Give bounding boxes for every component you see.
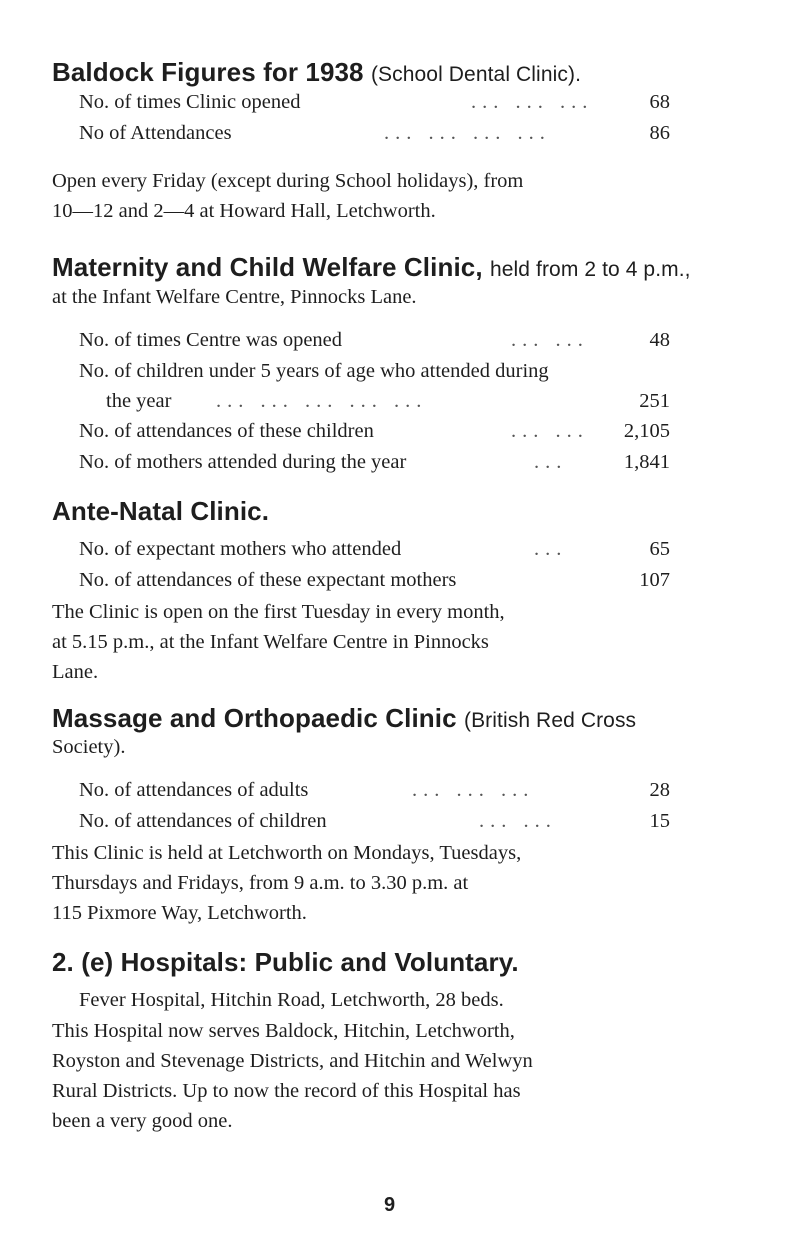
antenatal-para-line-2: at 5.15 p.m., at the Infant Welfare Centre in Pinnocks xyxy=(52,631,489,653)
massage-title: Massage and Orthopaedic Clinic xyxy=(52,703,457,733)
antenatal-para-line-3: Lane. xyxy=(52,661,99,683)
row-value: 86 xyxy=(649,122,670,144)
dental-row-attendances xyxy=(79,118,670,148)
row-label: the year xyxy=(106,390,172,412)
hospitals-fever-line: Fever Hospital, Hitchin Road, Letchworth, 28 beds. xyxy=(79,989,504,1011)
row-label: No. of mothers attended during the year xyxy=(79,451,407,473)
row-label: No. of attendances of these expectant mothers xyxy=(79,569,457,591)
row-label: No. of attendances of adults xyxy=(79,779,309,801)
row-label: No. of times Clinic opened xyxy=(79,91,301,113)
maternity-row-centre-opened xyxy=(79,325,670,355)
massage-heading xyxy=(52,703,636,734)
row-value: 15 xyxy=(649,810,670,832)
row-value: 68 xyxy=(649,91,670,113)
hospitals-heading xyxy=(52,947,519,978)
hospitals-para-line-3: Rural Districts. Up to now the record of this Hospital has xyxy=(52,1080,521,1102)
row-label: No. of attendances of these children xyxy=(79,420,374,442)
row-value: 2,105 xyxy=(623,420,670,442)
dental-row-clinic-opened xyxy=(79,87,670,117)
leader-dots: ... ... ... ... ... xyxy=(216,390,428,412)
page-number: 9 xyxy=(384,1194,396,1216)
massage-row-children xyxy=(79,806,670,836)
antenatal-row-mothers xyxy=(79,534,670,564)
row-label: No. of expectant mothers who attended xyxy=(79,538,402,560)
hospitals-title: 2. (e) Hospitals: Public and Voluntary. xyxy=(52,947,519,977)
hospitals-para-line-1: This Hospital now serves Baldock, Hitchin, Letchworth, xyxy=(52,1020,515,1042)
maternity-row-mothers xyxy=(79,447,670,477)
dental-hours-line-2: 10—12 and 2—4 at Howard Hall, Letchworth. xyxy=(52,200,436,222)
row-value: 1,841 xyxy=(623,451,670,473)
row-label: No of Attendances xyxy=(79,122,232,144)
dental-subtitle: (School Dental Clinic). xyxy=(370,63,581,86)
row-label: No. of attendances of children xyxy=(79,810,327,832)
massage-para-line-3: 115 Pixmore Way, Letchworth. xyxy=(52,902,307,924)
leader-dots: ... ... ... xyxy=(471,91,594,113)
dental-hours-line-1: Open every Friday (except during School holidays), from xyxy=(52,170,524,192)
row-value: 28 xyxy=(649,779,670,801)
maternity-row-children xyxy=(106,386,670,416)
antenatal-para-line-1: The Clinic is open on the first Tuesday in every month, xyxy=(52,601,505,623)
antenatal-row-attendances xyxy=(79,565,670,595)
antenatal-heading xyxy=(52,496,269,527)
row-value: 107 xyxy=(639,569,670,591)
maternity-heading xyxy=(52,252,691,283)
maternity-title-rest: held from 2 to 4 p.m., xyxy=(489,258,691,281)
leader-dots: ... ... ... ... xyxy=(384,122,551,144)
massage-title-rest: (British Red Cross xyxy=(463,709,637,732)
hospitals-para-line-4: been a very good one. xyxy=(52,1110,233,1132)
massage-title-line-2: Society). xyxy=(52,736,126,758)
leader-dots: ... xyxy=(534,538,568,560)
row-value: 48 xyxy=(649,329,670,351)
massage-para-line-1: This Clinic is held at Letchworth on Mondays, Tuesdays, xyxy=(52,842,522,864)
massage-row-adults xyxy=(79,775,670,805)
leader-dots: ... ... xyxy=(479,810,557,832)
maternity-location: at the Infant Welfare Centre, Pinnocks Lane. xyxy=(52,286,417,308)
leader-dots: ... ... ... xyxy=(412,779,535,801)
dental-heading xyxy=(52,57,581,88)
hospitals-para-line-2: Royston and Stevenage Districts, and Hitchin and Welwyn xyxy=(52,1050,533,1072)
leader-dots: ... ... xyxy=(511,329,589,351)
row-value: 65 xyxy=(649,538,670,560)
maternity-children-line-1: No. of children under 5 years of age who attended during xyxy=(79,360,549,382)
antenatal-title: Ante-Natal Clinic. xyxy=(52,496,270,526)
maternity-row-attendances xyxy=(79,416,670,446)
row-value: 251 xyxy=(639,390,670,412)
massage-para-line-2: Thursdays and Fridays, from 9 a.m. to 3.30 p.m. at xyxy=(52,872,469,894)
row-label: No. of times Centre was opened xyxy=(79,329,343,351)
leader-dots: ... xyxy=(534,451,568,473)
maternity-title: Maternity and Child Welfare Clinic, xyxy=(52,252,483,282)
leader-dots: ... ... xyxy=(511,420,589,442)
dental-title: Baldock Figures for 1938 xyxy=(52,57,364,87)
